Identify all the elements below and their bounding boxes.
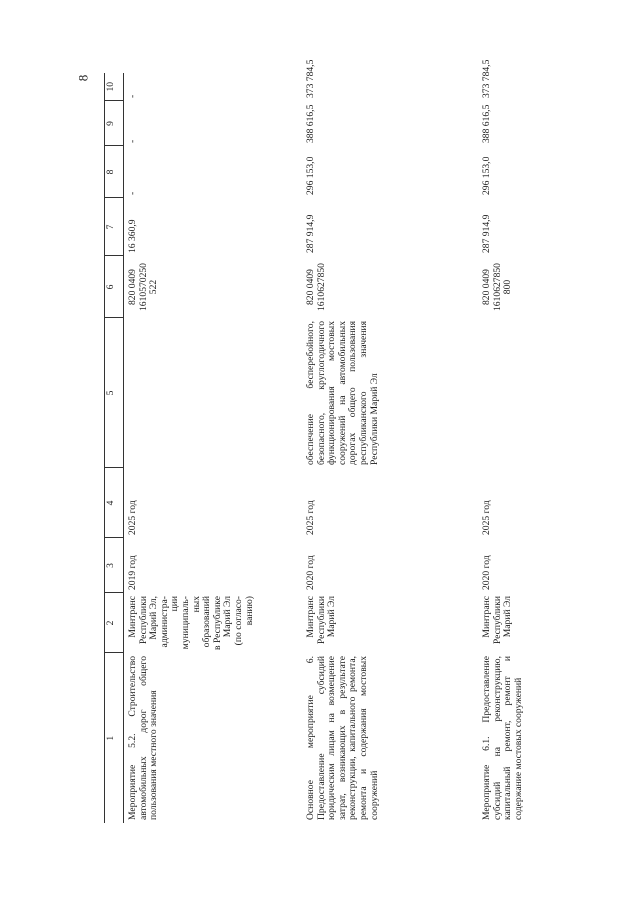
rotated-table-container [104,59,559,823]
cell-event-name: Мероприятие 6.1. Предоставление субсидий на реконструкцию, капитальный ремонт, ремонт и содержание мостовых сооружений [481,656,524,820]
column-header: 4 [105,468,124,538]
cell-start-year: 2020 год [305,555,316,590]
column-header: 6 [105,256,124,318]
cell-value-7: 287 914,9 [305,214,316,253]
table-row [478,73,584,823]
column-header: 2 [105,593,124,653]
column-header: 5 [105,318,124,468]
cell-value-9: 388 616,5 [305,104,316,143]
cell-executor: Минтранс Республики Марий Эл [481,596,514,645]
column-header: 7 [105,198,124,256]
cell-value-9: - [127,139,138,143]
cell-result: обеспечение бесперебойного, безопасного, круглогодичного функционирования мостовых сооружений на автомобильных дорогах общего пользования республиканского значения Республики Марий Эл [305,321,380,465]
cell-value-10: - [127,94,138,98]
cell-value-7: 16 360,9 [127,219,138,253]
cell-value-10: 373 784,5 [305,59,316,98]
cell-start-year: 2020 год [481,555,492,590]
page-number: 8 [75,74,91,82]
cell-end-year: 2025 год [127,500,138,535]
cell-result [124,318,303,468]
column-header: 3 [105,538,124,593]
cell-start-year: 2019 год [127,555,138,590]
cell-end-year: 2025 год [481,500,492,535]
program-table [104,59,584,823]
column-header: 8 [105,146,124,198]
cell-budget-code: 820 0409 1610570250 522 [127,263,160,311]
cell-end-year: 2025 год [305,500,316,535]
cell-budget-code: 820 0409 1610627850 800 [481,263,514,311]
table-row [124,73,303,823]
column-header: 1 [105,653,124,823]
cell-value-8: 296 153,0 [481,156,492,195]
column-header: 10 [105,73,124,101]
cell-result [478,318,584,468]
cell-executor: Минтранс Республики Марий Эл [305,596,338,645]
cell-event-name: Основное мероприятие 6. Предоставление субсидий юридическим лицам на возмещение затрат, возникающих в результате реконструкции, капитального ремонта, ремонта и содержания мостовых сооружений [305,656,380,820]
cell-value-7: 287 914,9 [481,214,492,253]
header-row [105,73,124,823]
column-header: 9 [105,101,124,146]
cell-value-8: - [127,191,138,195]
cell-value-8: 296 153,0 [305,156,316,195]
cell-value-10: 373 784,5 [481,59,492,98]
cell-executor: Минтранс Республики Марий Эл, администра-ции муниципаль-ных образований в Республике Марий Эл (по согласо-ванию) [127,596,255,650]
table-row [302,73,478,823]
cell-value-9: 388 616,5 [481,104,492,143]
cell-event-name: Мероприятие 5.2. Строительство автомобильных дорог общего пользования местного значения [127,656,160,820]
cell-budget-code: 820 0409 1610627850 [305,263,327,311]
